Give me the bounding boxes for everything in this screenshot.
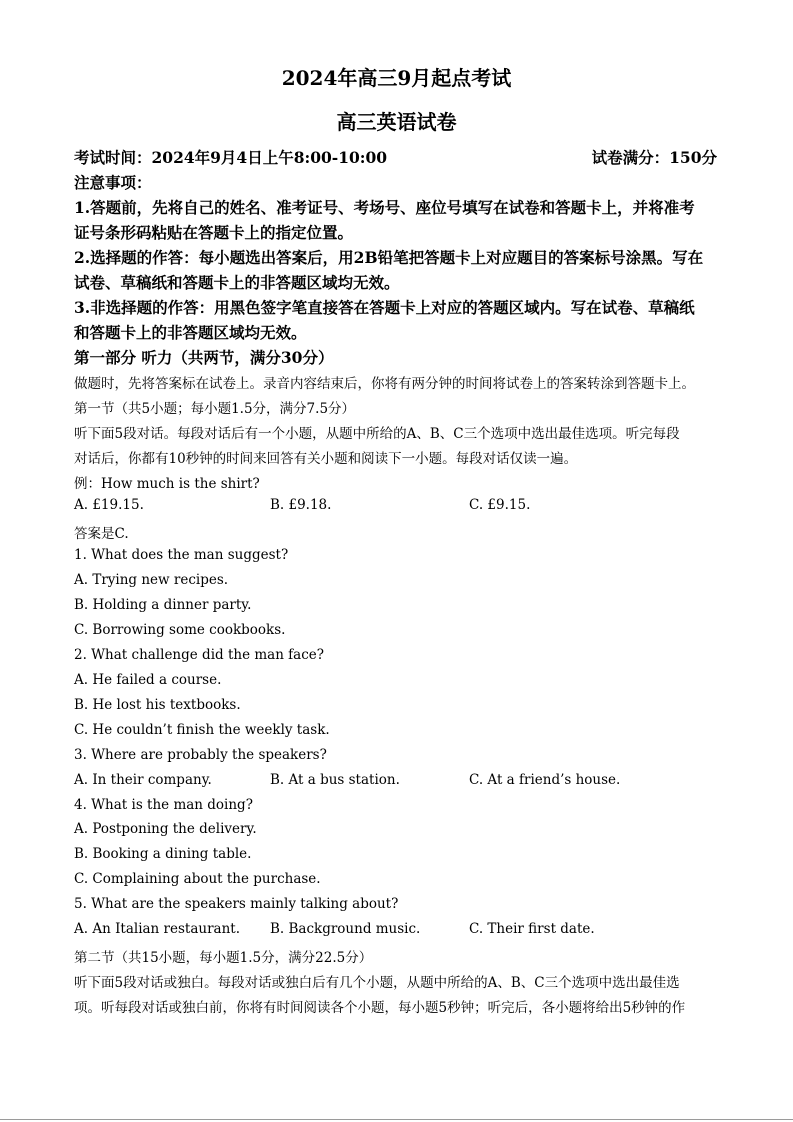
question-3-option-a: A. In their company. (74, 772, 212, 788)
exam-title: 2024年高三9月起点考试 (281, 66, 512, 90)
question-1-option-a: A. Trying new recipes. (74, 572, 229, 588)
question-2-option-b: B. He lost his textbooks. (74, 697, 241, 713)
section1-heading: 第一节（共5小题；每小题1.5分，满分7.5分） (74, 401, 356, 417)
example-option-b: B. £9.18. (270, 497, 332, 513)
example-option-c: C. £9.15. (469, 497, 531, 513)
example-option-a: A. £19.15. (74, 497, 144, 513)
question-2: 2. What challenge did the man face? (74, 647, 325, 663)
note-3-line-1: 3.非选择题的作答：用黑色签字笔直接答在答题卡上对应的答题区域内。写在试卷、草稿纸 (74, 298, 695, 317)
question-1-option-c: C. Borrowing some cookbooks. (74, 622, 286, 638)
example-question: 例：How much is the shirt? (74, 476, 260, 492)
example-answer: 答案是C. (74, 526, 129, 542)
part1-heading: 第一部分 听力（共两节，满分30分） (74, 348, 334, 367)
section2-instruction-line-2: 项。听每段对话或独白前，你将有时间阅读各个小题，每小题5秒钟；听完后，各小题将给出5秒钟的作 (74, 1000, 686, 1016)
note-3-line-2: 和答题卡上的非答题区域均无效。 (74, 323, 307, 342)
question-1: 1. What does the man suggest? (74, 547, 289, 563)
question-4-option-b: B. Booking a dining table. (74, 846, 252, 862)
part1-instruction: 做题时，先将答案标在试卷上。录音内容结束后，你将有两分钟的时间将试卷上的答案转涂到答题卡上。 (74, 376, 695, 392)
section2-instruction-line-1: 听下面5段对话或独白。每段对话或独白后有几个小题，从题中所给的A、B、C三个选项中选出最佳选 (74, 975, 680, 991)
question-2-option-c: C. He couldn’t finish the weekly task. (74, 722, 330, 738)
question-4: 4. What is the man doing? (74, 797, 253, 813)
question-1-option-b: B. Holding a dinner party. (74, 597, 252, 613)
note-1-line-1: 1.答题前，先将自己的姓名、准考证号、考场号、座位号填写在试卷和答题卡上，并将准考 (74, 198, 695, 217)
question-2-option-a: A. He failed a course. (74, 672, 222, 688)
note-2-line-1: 2.选择题的作答：每小题选出答案后，用2B铅笔把答题卡上对应题目的答案标号涂黑。写在 (74, 248, 704, 267)
question-3: 3. Where are probably the speakers? (74, 747, 327, 763)
section1-instruction-line-1: 听下面5段对话。每段对话后有一个小题，从题中所给的A、B、C三个选项中选出最佳选项。听完每段 (74, 426, 680, 442)
page-bottom-rule (0, 1119, 793, 1120)
section2-heading: 第二节（共15小题，每小题1.5分，满分22.5分） (74, 950, 373, 966)
question-5-option-a: A. An Italian restaurant. (74, 921, 240, 937)
exam-time: 考试时间：2024年9月4日上午8:00-10:00 (74, 148, 388, 167)
full-score: 试卷满分：150分 (591, 148, 717, 167)
note-2-line-2: 试卷、草稿纸和答题卡上的非答题区域均无效。 (74, 273, 400, 292)
question-3-option-b: B. At a bus station. (270, 772, 400, 788)
exam-subtitle: 高三英语试卷 (336, 110, 457, 134)
question-4-option-c: C. Complaining about the purchase. (74, 871, 321, 887)
question-3-option-c: C. At a friend’s house. (469, 772, 621, 788)
section1-instruction-line-2: 对话后，你都有10秒钟的时间来回答有关小题和阅读下一小题。每段对话仅读一遍。 (74, 451, 578, 467)
question-5-option-c: C. Their first date. (469, 921, 595, 937)
note-1-line-2: 证号条形码粘贴在答题卡上的指定位置。 (74, 223, 354, 242)
notes-heading: 注意事项： (74, 173, 152, 192)
question-4-option-a: A. Postponing the delivery. (74, 821, 257, 837)
question-5-option-b: B. Background music. (270, 921, 421, 937)
question-5: 5. What are the speakers mainly talking about? (74, 896, 399, 912)
